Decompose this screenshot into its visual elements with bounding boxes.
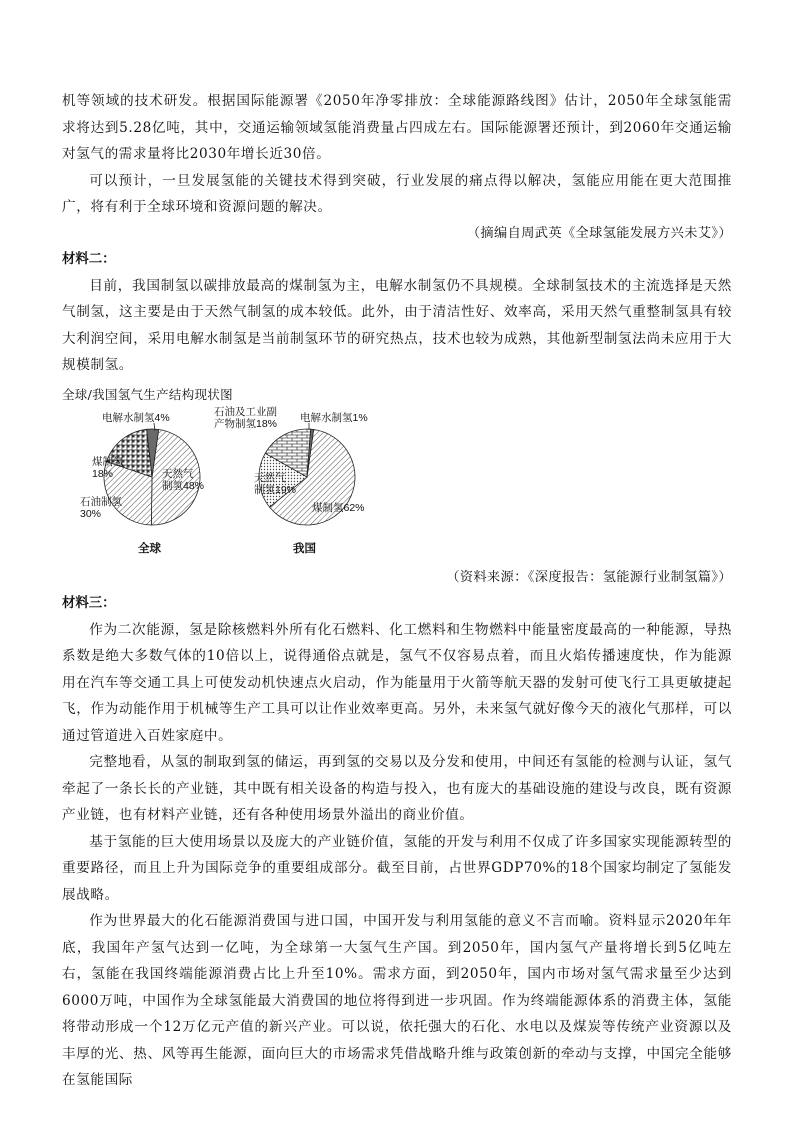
- pie-label-1-2: 石油及工业副产物制氢18%: [214, 405, 278, 430]
- material-3-paragraph-3: 基于氢能的巨大使用场景以及庞大的产业链价值，氢能的开发与利用不仅成了许多国家实现能源转型的重要路径，而且上升为国际竞争的重要组成部分。截至目前，占世界GDP70%的18个国家均制定了氢能发展战略。: [62, 833, 732, 903]
- source-citation-1: （摘编自周武英《全球氢能发展方兴未艾》）: [466, 225, 732, 241]
- pie-charts: [62, 405, 732, 565]
- material-3-paragraph-4: 作为世界最大的化石能源消费国与进口国，中国开发与利用氢能的意义不言而喻。资料显示2020年年底，我国年产氢气达到一亿吨，为全球第一大氢气生产国。到2050年，国内氢气产量将增长到5亿吨左右，氢能在我国终端能源消费占比上升至10%。需求方面，到2050年，国内市场对氢气需求量至少达到6000万吨，中国作为全球氢能最大消费国的地位将得到进一步巩固。作为终端能源体系的消费主体，氢能将带动形成一个12万亿元产值的新兴产业。可以说，依托强大的石化、水电以及煤炭等传统产业资源以及丰厚的光、热、风等再生能源，面向巨大的市场需求凭借战略升维与政策创新的牵动与支撑，中国完全能够在氢能国际: [62, 913, 732, 1088]
- document-page: [62, 88, 732, 1094]
- pie-label-1-0: 煤制氢62%: [312, 501, 365, 514]
- pie-label-0-3: 电解水制氢4%: [102, 411, 170, 424]
- material-3-paragraph-2: 完整地看，从氢的制取到氢的储运，再到氢的交易以及分发和使用，中间还有氢能的检测与认证，氢气牵起了一条长长的产业链，其中既有相关设备的构造与投入，也有庞大的基础设施的建设与改良，既有资源产业链，也有材料产业链，还有各种使用场景外溢出的商业价值。: [62, 754, 732, 823]
- material-3-paragraph-1: 作为二次能源，氢是除核燃料外所有化石燃料、化工燃料和生物燃料中能量密度最高的一种能源，导热系数是绝大多数气体的10倍以上，说得通俗点就是，氢气不仅容易点着，而且火焰传播速度快，作为能源用在汽车等交通工具上可使发动机快速点火启动，作为能量用于火箭等航天器的发射可使飞行工具更敏捷起飞，作为动能作用于机械等生产工具可以让作业效率更高。另外，未来氢气就好像今天的液化气那样，可以通过管道进入百姓家庭中。: [62, 621, 732, 744]
- material-2-heading: 材料二：: [62, 251, 116, 267]
- pie-label-1-3: 电解水制氢1%: [300, 411, 368, 424]
- pie-caption-0: 全球: [138, 542, 161, 555]
- pie-label-1-1: 天然气制氢19%: [254, 471, 297, 496]
- pie-chart-svg: [62, 405, 732, 565]
- material-2-paragraph: 目前，我国制氢以碳排放最高的煤制氢为主，电解水制氢仍不具规模。全球制氢技术的主流选择是天然气制氢，这主要是由于天然气制氢的成本较低。此外，由于清洁性好、效率高，采用天然气重整制氢具有较大利润空间，采用电解水制氢是当前制氢环节的研究热点，技术也较为成熟，其他新型制氢法尚未应用于大规模制氢。: [62, 277, 732, 373]
- pie-label-0-0: 天然气制氢48%: [162, 467, 205, 492]
- pie-label-0-2: 煤制氢 18%: [92, 455, 124, 480]
- pie-label-0-1: 石油制氢 30%: [80, 495, 122, 520]
- material-3-heading: 材料三：: [62, 595, 116, 611]
- pie-caption-1: 我国: [293, 542, 316, 555]
- source-citation-2: （资料来源：《深度报告：氢能源行业制氢篇》）: [446, 569, 732, 585]
- outlook-paragraph: 可以预计，一旦发展氢能的关键技术得到突破，行业发展的痛点得以解决，氢能应用能在更大范围推广，将有利于全球环境和资源问题的解决。: [62, 172, 732, 215]
- chart-title: 全球/我国氢气生产结构现状图: [62, 386, 233, 402]
- intro-paragraph: 机等领域的技术研发。根据国际能源署《2050年净零排放：全球能源路线图》估计，2050年全球氢能需求将达到5.28亿吨，其中，交通运输领域氢能消费量占四成左右。国际能源署还预计，到2060年交通运输对氢气的需求量将比2030年增长近30倍。: [62, 93, 732, 162]
